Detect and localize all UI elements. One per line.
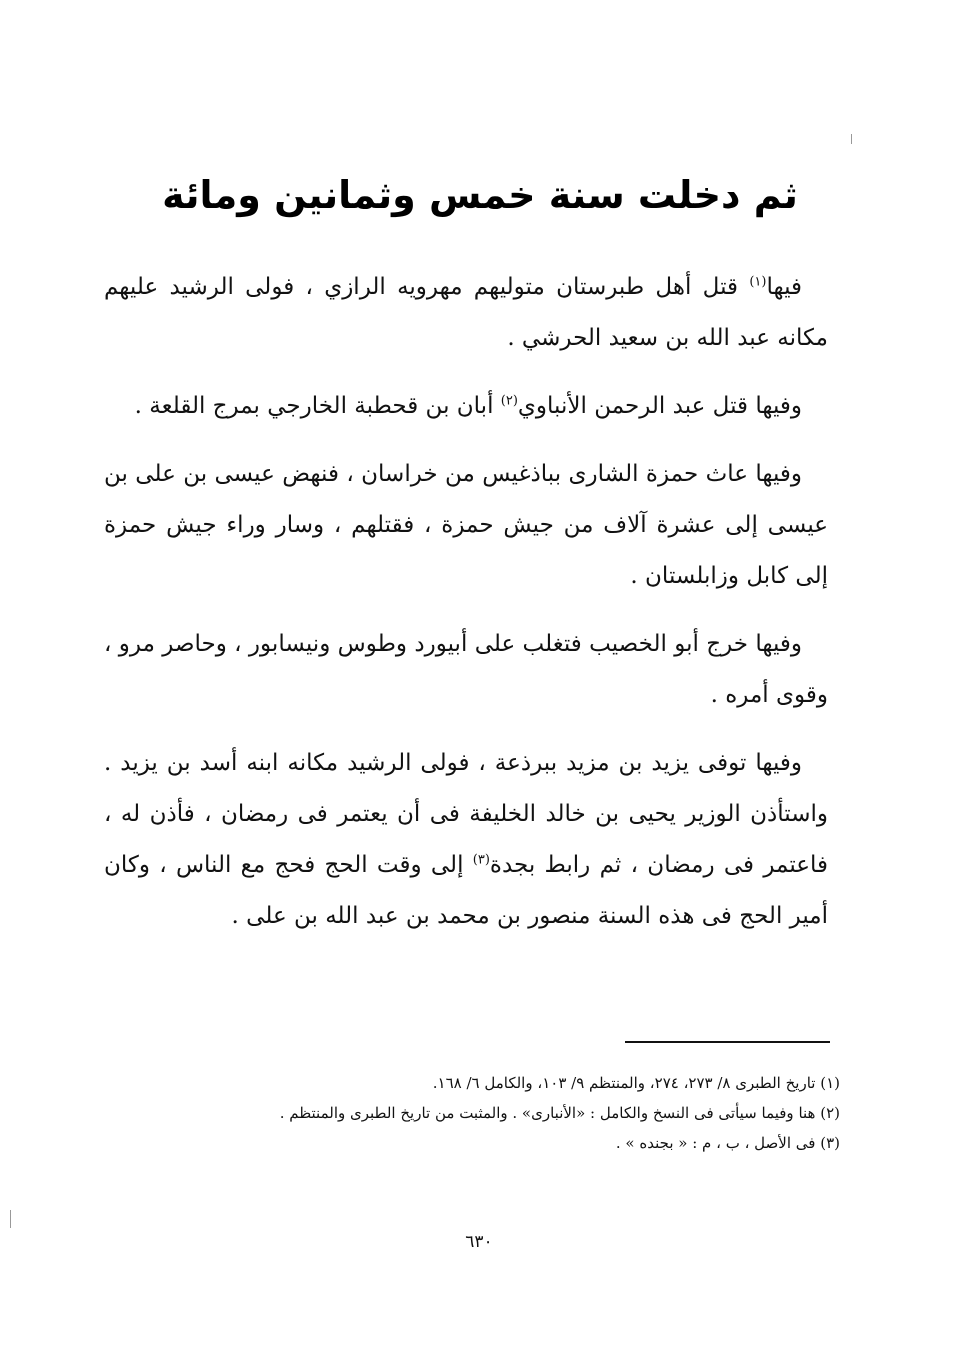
footnote-1: (١) تاريخ الطبرى ٨/ ٢٧٣، ٢٧٤، والمنتظم ٩/ ١٠٣، والكامل ٦/ ١٦٨. xyxy=(432,1074,840,1092)
paragraph-3 xyxy=(104,449,828,602)
paragraph-5 xyxy=(104,738,828,942)
footnote-separator xyxy=(625,1041,830,1043)
paragraph-1-text-start: فيها xyxy=(766,274,802,300)
paragraph-1-text-end: قتل أهل طبرستان متوليهم مهرويه الرازي ، فولى الرشيد عليهم مكانه عبد الله بن سعيد الحرشي . xyxy=(104,274,828,351)
footnote-ref-1: (١) xyxy=(749,274,767,290)
paragraph-2-text-end: أبان بن قحطبة الخارجي بمرج القلعة . xyxy=(134,393,501,419)
chapter-title: ثم دخلت سنة خمس وثمانين ومائة xyxy=(162,173,798,218)
page-number: ٦٣٠ xyxy=(465,1232,493,1252)
footnote-3: (٣) فى الأصل ، ب ، م : « بجنده » . xyxy=(615,1134,840,1152)
paragraph-4 xyxy=(104,619,828,721)
paragraph-2 xyxy=(104,381,828,432)
main-text xyxy=(104,262,828,942)
footnotes xyxy=(160,1068,840,1158)
footnote-ref-2: (٢) xyxy=(500,393,518,409)
scan-mark-left xyxy=(10,1210,11,1228)
scan-mark-right xyxy=(851,134,852,144)
paragraph-1 xyxy=(104,262,828,364)
paragraph-5-text-end: إلى وقت الحج فحج مع الناس ، وكان أمير الحج فى هذه السنة منصور بن محمد بن عبد الله بن على . xyxy=(104,852,828,929)
footnote-2: (٢) هنا وفيما سيأتى فى النسخ والكامل : «الأنبارى» . والمثبت من تاريخ الطبرى والمنتظم . xyxy=(279,1104,840,1122)
paragraph-3-text: وفيها عاث حمزة الشارى بباذغيس من خراسان ، فنهض عيسى بن على بن عيسى إلى عشرة آلاف من جيش حمزة ، فقتلهم ، وسار وراء جيش حمزة إلى كابل وزابلستان . xyxy=(104,461,828,589)
paragraph-5-text-start: وفيها توفى يزيد بن مزيد ببرذعة ، فولى الرشيد مكانه ابنه أسد بن يزيد . واستأذن الوزير يحيى بن خالد الخليفة فى أن يعتمر فى رمضان ، فأذن له ، فاعتمر فى رمضان ، ثم رابط بجدة xyxy=(104,750,828,878)
paragraph-4-text: وفيها خرج أبو الخصيب فتغلب على أبيورد وطوس ونيسابور ، وحاصر مرو ، وقوى أمره . xyxy=(104,631,828,708)
paragraph-2-text-start: وفيها قتل عبد الرحمن الأنباوي xyxy=(517,393,802,419)
footnote-ref-3: (٣) xyxy=(472,852,490,868)
